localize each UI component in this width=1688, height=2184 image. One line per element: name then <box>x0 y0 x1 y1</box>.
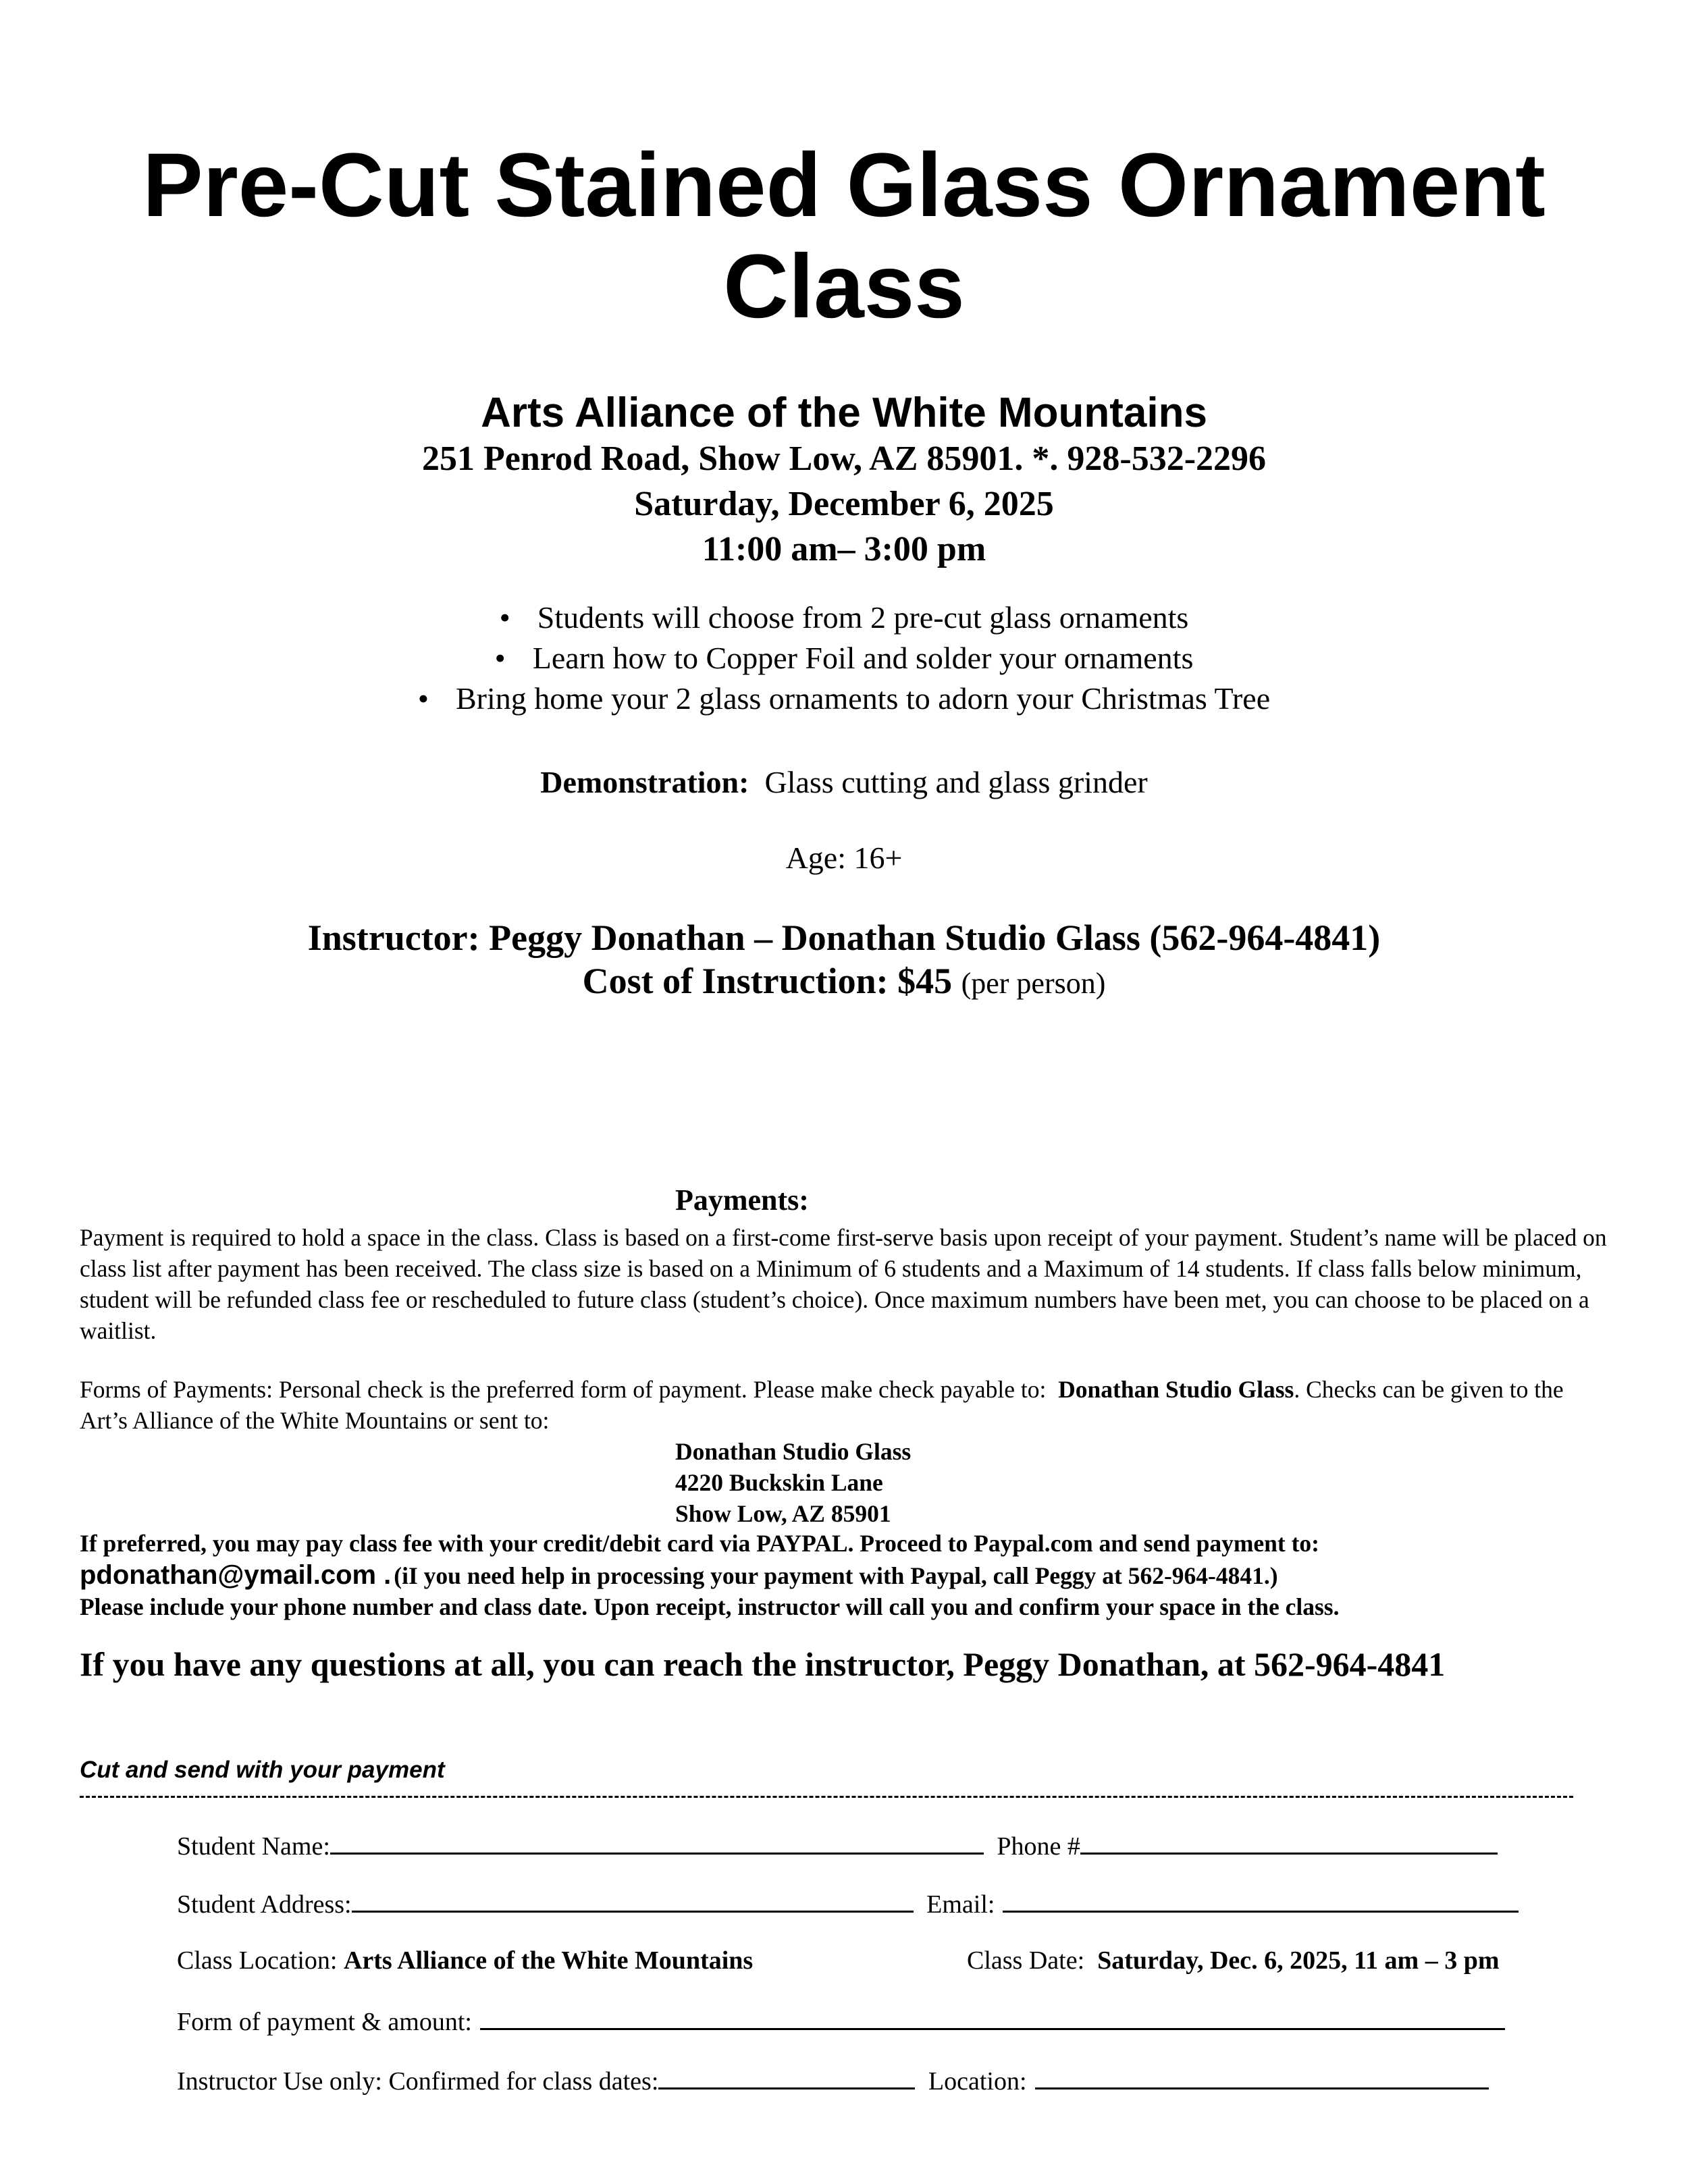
list-item: • Students will choose from 2 pre-cut glass ornaments <box>0 597 1688 638</box>
forms-tail: . Checks can be given to the Art’s Alliance of the White Mountains or sent to: <box>80 1376 1564 1434</box>
cost-note: (per person) <box>961 967 1106 1000</box>
class-location-row <box>177 1944 753 1977</box>
instructor-info: Instructor: Peggy Donathan – Donathan Studio Glass (562-964-4841) <box>307 917 1381 958</box>
class-date: Saturday, December 6, 2025 <box>634 485 1054 523</box>
cost-label: Cost of Instruction: $45 <box>582 961 953 1001</box>
feature-list <box>0 597 1688 719</box>
student-name-label: Student Name: <box>177 1832 330 1861</box>
student-name-row <box>177 1828 1498 1863</box>
payment-amount-label: Form of payment & amount: <box>177 2008 472 2036</box>
class-time: 11:00 am– 3:00 pm <box>702 530 986 568</box>
email-label: Email: <box>926 1890 995 1919</box>
cost-info <box>0 960 1688 1002</box>
mail-city: Show Low, AZ 85901 <box>675 1500 891 1527</box>
paypal-help: (iI you need help in processing your payment with Paypal, call Peggy at 562-964-4841.) <box>394 1562 1278 1589</box>
include-info: Please include your phone number and class date. Upon receipt, instructor will call you and confirm your space in the class. <box>80 1593 1340 1620</box>
paypal-email-line <box>80 1560 1278 1591</box>
payee-name: Donathan Studio Glass <box>1058 1376 1294 1403</box>
class-location-value: Arts Alliance of the White Mountains <box>343 1946 754 1975</box>
student-name-field[interactable] <box>330 1828 984 1855</box>
cut-note: Cut and send with your payment <box>80 1757 445 1783</box>
demonstration-label: Demonstration: <box>540 765 749 799</box>
list-item: • Learn how to Copper Foil and solder your ornaments <box>0 638 1688 678</box>
paypal-instructions: If preferred, you may pay class fee with your credit/debit card via PAYPAL. Proceed to Paypal.com and send payment to: <box>80 1530 1319 1557</box>
phone-label: Phone # <box>997 1832 1080 1861</box>
forms-intro: Forms of Payments: Personal check is the preferred form of payment. Please make check payable to: <box>80 1376 1047 1403</box>
phone-field[interactable] <box>1080 1828 1498 1855</box>
demonstration <box>0 764 1688 800</box>
demonstration-value: Glass cutting and glass grinder <box>764 765 1148 799</box>
location-label: Location: <box>928 2067 1027 2096</box>
student-address-field[interactable] <box>352 1886 914 1913</box>
class-location-label: Class Location: <box>177 1946 338 1975</box>
class-date-row <box>967 1944 1500 1977</box>
instructor-use-row <box>177 2063 1489 2098</box>
student-address-row <box>177 1886 1519 1921</box>
age-requirement: Age: 16+ <box>785 841 903 875</box>
student-address-label: Student Address: <box>177 1890 352 1919</box>
questions-contact: If you have any questions at all, you can reach the instructor, Peggy Donathan, at 562-964-4841 <box>80 1645 1446 1683</box>
payment-amount-field[interactable] <box>480 2004 1505 2030</box>
cut-line-divider <box>80 1796 1573 1798</box>
forms-of-payment <box>80 1374 1612 1436</box>
class-date-value: Saturday, Dec. 6, 2025, 11 am – 3 pm <box>1097 1946 1500 1975</box>
confirmed-dates-field[interactable] <box>658 2063 915 2089</box>
mail-name: Donathan Studio Glass <box>675 1438 912 1465</box>
location-field[interactable] <box>1035 2063 1489 2089</box>
title-line-2: Class <box>723 236 965 337</box>
organization-name: Arts Alliance of the White Mountains <box>481 390 1207 436</box>
email-field[interactable] <box>1003 1886 1519 1913</box>
payments-paragraph: Payment is required to hold a space in the class. Class is based on a first-come first-serve basis upon receipt of your payment. Student’s name will be placed on class list after payment has been received. The class size is based on a Minimum of 6 students and a Maximum of 14 students. If class falls below minimum, student will be refunded class fee or rescheduled to future class (student’s choice). Once maximum numbers have been met, you can choose to be placed on a waitlist. <box>80 1224 1607 1344</box>
class-date-label: Class Date: <box>967 1946 1085 1975</box>
title-line-1: Pre-Cut Stained Glass Ornament <box>142 135 1546 236</box>
address-phone: 251 Penrod Road, Show Low, AZ 85901. *. 928-532-2296 <box>421 440 1267 478</box>
list-item: • Bring home your 2 glass ornaments to adorn your Christmas Tree <box>0 678 1688 719</box>
mail-street: 4220 Buckskin Lane <box>675 1469 883 1496</box>
payments-heading: Payments: <box>675 1183 809 1217</box>
payment-amount-row <box>177 2004 1505 2038</box>
page-title <box>0 135 1688 338</box>
paypal-email: pdonathan@ymail.com . <box>80 1560 392 1590</box>
instructor-use-label: Instructor Use only: Confirmed for class dates: <box>177 2067 659 2096</box>
